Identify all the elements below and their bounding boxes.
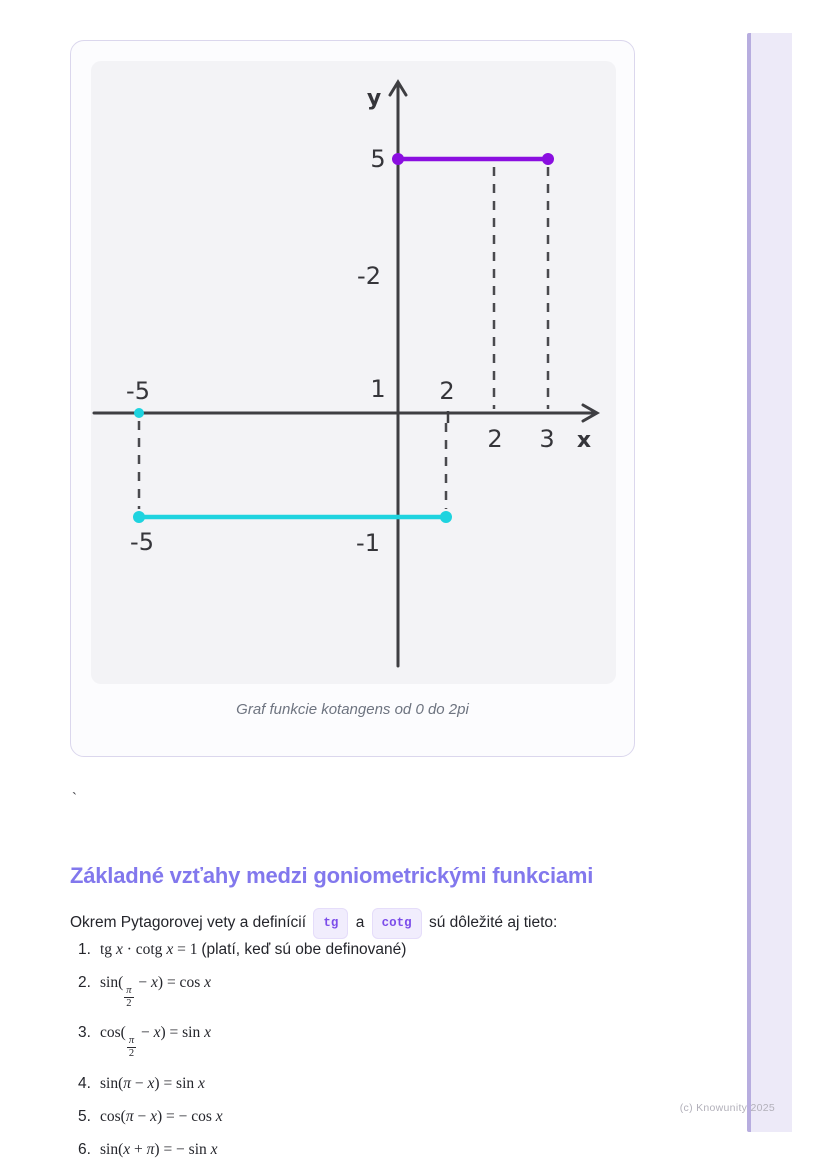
formula: tg x · cotg x = 1 (platí, keď sú obe definované) [100, 941, 407, 958]
y-axis-label: y [366, 86, 382, 111]
formula: sin(x + π) = − sin x [100, 1141, 218, 1159]
segment-endpoint-dot [440, 511, 452, 523]
x-axis-label: x [576, 428, 592, 453]
intro-text-between: a [355, 913, 365, 931]
cotangens-graph [91, 61, 616, 684]
intro-text-after: sú dôležité aj tieto: [428, 913, 558, 931]
list-item [70, 1022, 690, 1060]
section-heading: Základné vzťahy medzi goniometrickými funkciami [70, 863, 594, 889]
label-1: 1 [370, 375, 386, 403]
formula-list [70, 939, 690, 1173]
next-page-edge[interactable] [747, 33, 792, 1132]
label-minus-5-axis: -5 [126, 377, 150, 405]
label-minus-2: -2 [357, 262, 381, 290]
segment-endpoint-dot [133, 511, 145, 523]
formula: cos( $\frac{\pi}{2}$ − x) = sin x [100, 1024, 211, 1060]
code-chip-cotg: cotg [372, 908, 422, 939]
label-minus-5-low: -5 [130, 528, 154, 556]
list-item [70, 939, 690, 960]
label-3-below: 3 [539, 425, 555, 453]
label-2-below: 2 [487, 425, 503, 453]
list-number: 1. [78, 941, 91, 958]
list-item [70, 1106, 690, 1127]
formula: sin( $\frac{\pi}{2}$ − x) = cos x [100, 974, 211, 1010]
intro-text-before: Okrem Pytagorovej vety a definícií [70, 913, 307, 931]
figure-card [70, 40, 635, 757]
list-number: 3. [78, 1024, 91, 1042]
figure-caption: Graf funkcie kotangens od 0 do 2pi [236, 701, 469, 718]
intro-paragraph [70, 908, 730, 939]
graph-panel [91, 61, 616, 684]
list-number: 5. [78, 1107, 91, 1125]
label-2-origin: 2 [439, 377, 455, 405]
label-5: 5 [370, 145, 386, 173]
formula: sin(π − x) = sin x [100, 1074, 205, 1092]
label-minus-1: -1 [356, 529, 380, 557]
list-number: 6. [78, 1141, 91, 1159]
list-item [70, 1073, 690, 1094]
list-item [70, 1139, 690, 1160]
stray-backtick: ` [72, 790, 77, 807]
segment-endpoint-dot [542, 153, 554, 165]
list-item [70, 972, 690, 1010]
list-number: 2. [78, 974, 91, 992]
copyright-watermark: (c) Knowunity 2025 [679, 1102, 775, 1114]
formula: cos(π − x) = − cos x [100, 1107, 223, 1125]
fraction: $\frac{\pi}{2}$ [128, 1035, 135, 1060]
fraction: $\frac{\pi}{2}$ [126, 985, 132, 1010]
code-chip-tg: tg [313, 908, 348, 939]
segment-endpoint-dot [392, 153, 404, 165]
axis-point-dot [134, 408, 144, 418]
list-number: 4. [78, 1074, 91, 1092]
